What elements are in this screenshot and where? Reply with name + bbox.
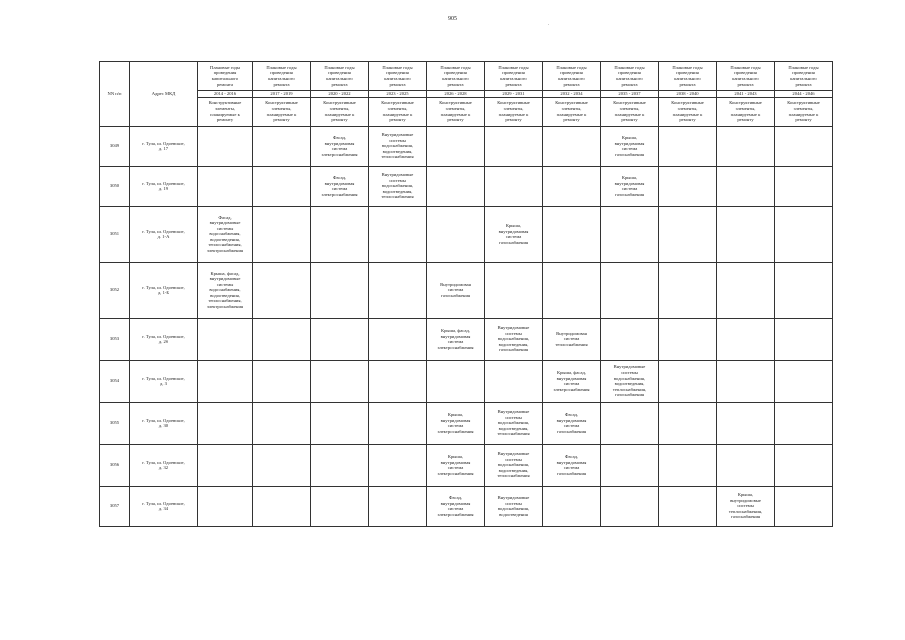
elements-header: [198, 97, 253, 126]
repair-elements-cell: [369, 318, 427, 360]
address-cell: [130, 444, 198, 486]
address-text: г. Тула, ш. Одоевское, д. 3: [142, 375, 185, 387]
row-number-cell: 3050: [100, 166, 130, 206]
elements-header-text: Конструктивные элементы, планируемые к ремонту: [671, 100, 704, 123]
elements-header-text: Конструктивные элементы, планируемые к ремонту: [439, 100, 472, 123]
period-range-header: 2014 - 2016: [198, 91, 253, 98]
header-row-periods: [100, 62, 833, 91]
repair-elements-cell: [369, 262, 427, 318]
period-range-header: 2017 - 2019: [253, 91, 311, 98]
repair-elements-cell: [311, 206, 369, 262]
period-range-header: 2023 - 2025: [369, 91, 427, 98]
repair-elements-cell: [543, 318, 601, 360]
repair-elements-cell: [601, 486, 659, 526]
repair-elements-cell: [369, 206, 427, 262]
repair-elements-cell: [775, 318, 833, 360]
header-row-elements: [100, 97, 833, 126]
address-cell: [130, 262, 198, 318]
repair-elements-cell: [601, 444, 659, 486]
table-row: [100, 444, 833, 486]
row-number-cell: 3049: [100, 126, 130, 166]
repair-elements-cell: [775, 360, 833, 402]
repair-elements-cell: [775, 486, 833, 526]
repair-elements-text: Внутридомовые системы водоснабжения, водоотведения, теплоснабжения, газоснабжения: [612, 364, 647, 398]
repair-elements-cell: [311, 262, 369, 318]
row-number-cell: 3053: [100, 318, 130, 360]
repair-elements-cell: [601, 126, 659, 166]
repair-elements-cell: [253, 318, 311, 360]
repair-elements-cell: [311, 402, 369, 444]
repair-elements-cell: [775, 402, 833, 444]
repair-elements-cell: [543, 166, 601, 206]
row-number-cell: 3057: [100, 486, 130, 526]
period-title-text: Плановые годы проведения капитального ремонта: [382, 64, 413, 87]
repair-elements-text: Крыша, внутридомовая система газоснабжения: [614, 174, 645, 197]
period-title-text: Плановые годы проведения капитального ремонта: [614, 64, 645, 87]
repair-elements-cell: [485, 262, 543, 318]
address-text: г. Тула, ш. Одоевское, д. 1-А: [142, 228, 185, 240]
repair-elements-text: Внутридомовая система газоснабжения: [440, 281, 471, 298]
elements-header: [369, 97, 427, 126]
repair-elements-cell: [659, 318, 717, 360]
period-title-text: Плановые годы проведения капитального ремонта: [730, 64, 761, 87]
address-text: г. Тула, ш. Одоевское, д. 19: [142, 180, 185, 192]
repair-elements-cell: [198, 262, 253, 318]
elements-header: [717, 97, 775, 126]
repair-elements-cell: [775, 206, 833, 262]
elements-header: [311, 97, 369, 126]
repair-elements-cell: [485, 444, 543, 486]
repair-elements-cell: [717, 486, 775, 526]
elements-header: [427, 97, 485, 126]
address-cell: [130, 402, 198, 444]
repair-elements-cell: [485, 486, 543, 526]
repair-elements-cell: [311, 444, 369, 486]
repair-elements-cell: [198, 402, 253, 444]
period-range-header: 2029 - 2031: [485, 91, 543, 98]
address-column-header: Адрес МКД: [130, 62, 198, 127]
repair-elements-cell: [311, 318, 369, 360]
repair-elements-cell: [369, 166, 427, 206]
elements-header: [543, 97, 601, 126]
num-column-header: NN п/п: [100, 62, 130, 127]
repair-elements-text: Крыша, фасад, внутридомовая система электроснабжения: [437, 327, 474, 350]
address-cell: [130, 486, 198, 526]
address-cell: [130, 166, 198, 206]
repair-elements-text: Крыша, фасад, внутридомовые системы водоснабжения, водоотведения, теплоснабжения, электроснабжения: [206, 270, 244, 310]
repair-elements-cell: [198, 206, 253, 262]
repair-elements-cell: [601, 360, 659, 402]
elements-header-text: Конструктивные элементы, планируемые к ремонту: [381, 100, 414, 123]
repair-elements-cell: [775, 126, 833, 166]
repair-elements-text: Крыша, внутридомовые системы теплоснабжения, газоснабжения: [728, 492, 763, 520]
period-title-header: [427, 62, 485, 91]
repair-elements-cell: [369, 486, 427, 526]
repair-elements-cell: [369, 444, 427, 486]
repair-elements-cell: [485, 360, 543, 402]
repair-elements-cell: [198, 360, 253, 402]
table-row: [100, 206, 833, 262]
period-title-text: Плановые годы проведения капитального ремонта: [498, 64, 529, 87]
elements-header: [485, 97, 543, 126]
period-range-header: 2041 - 2043: [717, 91, 775, 98]
repair-elements-cell: [601, 206, 659, 262]
repair-elements-text: Внутридомовые системы водоснабжения, водоотведения: [497, 494, 530, 517]
page-number: 905: [448, 16, 457, 22]
repair-elements-text: Фасад, внутридомовая система электроснабжения: [321, 134, 358, 157]
period-title-header: [311, 62, 369, 91]
repair-elements-cell: [427, 402, 485, 444]
repair-elements-cell: [543, 402, 601, 444]
repair-elements-text: Фасад, внутридомовая система газоснабжения: [556, 411, 587, 434]
repair-elements-cell: [311, 360, 369, 402]
elements-header-text: Конструктивные элементы, планируемые к ремонту: [729, 100, 762, 123]
repair-elements-cell: [253, 444, 311, 486]
repair-elements-cell: [485, 318, 543, 360]
repair-elements-cell: [198, 126, 253, 166]
elements-header: [601, 97, 659, 126]
repair-elements-cell: [543, 444, 601, 486]
period-range-header: 2020 - 2022: [311, 91, 369, 98]
repair-elements-cell: [198, 166, 253, 206]
repair-elements-cell: [659, 166, 717, 206]
elements-header-text: Конструктивные элементы, планируемые к ремонту: [208, 100, 242, 123]
period-range-header: 2026 - 2028: [427, 91, 485, 98]
repair-elements-cell: [427, 444, 485, 486]
period-title-header: [601, 62, 659, 91]
repair-elements-text: Крыша, внутридомовая система газоснабжения: [498, 222, 529, 245]
row-number-cell: 3054: [100, 360, 130, 402]
address-cell: [130, 206, 198, 262]
period-title-text: Плановые годы проведения капитального ремонта: [440, 64, 471, 87]
period-range-header: 2035 - 2037: [601, 91, 659, 98]
repair-elements-cell: [775, 262, 833, 318]
table-row: [100, 402, 833, 444]
period-title-text: Плановые годы проведения капитального ремонта: [788, 64, 819, 87]
repair-elements-text: Внутридомовые системы водоснабжения, водоотведения, теплоснабжения: [381, 172, 414, 200]
repair-elements-text: Внутридомовая система теплоснабжения: [555, 330, 588, 347]
address-text: г. Тула, ш. Одоевское, д. 17: [142, 140, 185, 152]
repair-elements-cell: [659, 360, 717, 402]
table-row: [100, 262, 833, 318]
repair-elements-cell: [253, 126, 311, 166]
repair-elements-cell: [198, 318, 253, 360]
period-title-header: [253, 62, 311, 91]
row-number-cell: 3056: [100, 444, 130, 486]
repair-elements-cell: [543, 360, 601, 402]
repair-elements-cell: [253, 166, 311, 206]
repair-elements-cell: [717, 360, 775, 402]
repair-elements-text: Крыша, внутридомовая система электроснабжения: [437, 411, 474, 434]
scan-artifact: .: [548, 22, 550, 27]
repair-elements-cell: [311, 126, 369, 166]
repair-elements-text: Внутридомовые системы водоснабжения, водоотведения, теплоснабжения: [497, 409, 530, 437]
repair-elements-cell: [717, 262, 775, 318]
repair-elements-cell: [717, 206, 775, 262]
elements-header-text: Конструктивные элементы, планируемые к ремонту: [323, 100, 356, 123]
repair-elements-cell: [485, 126, 543, 166]
repair-elements-cell: [427, 126, 485, 166]
repair-elements-cell: [253, 360, 311, 402]
elements-header-text: Конструктивные элементы, планируемые к ремонту: [613, 100, 646, 123]
period-title-text: Плановые годы проведения капитального ремонта: [672, 64, 703, 87]
repair-elements-cell: [659, 486, 717, 526]
repair-elements-cell: [601, 402, 659, 444]
repair-elements-cell: [253, 206, 311, 262]
repair-elements-cell: [485, 166, 543, 206]
row-number-cell: 3055: [100, 402, 130, 444]
repair-elements-cell: [601, 318, 659, 360]
repair-elements-text: Фасад, внутридомовая система газоснабжения: [556, 453, 587, 476]
period-range-header: 2038 - 2040: [659, 91, 717, 98]
repair-elements-cell: [543, 126, 601, 166]
table-row: [100, 486, 833, 526]
repair-elements-text: Фасад, внутридомовая система электроснабжения: [321, 174, 358, 197]
address-text: г. Тула, ш. Одоевское, д. 32: [142, 459, 185, 471]
repair-elements-cell: [427, 206, 485, 262]
repair-elements-text: Крыша, фасад, внутридомовая система электроснабжения: [553, 369, 590, 392]
period-title-header: [543, 62, 601, 91]
repair-elements-cell: [369, 402, 427, 444]
table-row: [100, 360, 833, 402]
elements-header-text: Конструктивные элементы, планируемые к ремонту: [265, 100, 298, 123]
elements-header: [253, 97, 311, 126]
repair-elements-cell: [369, 360, 427, 402]
repair-elements-cell: [775, 166, 833, 206]
repair-elements-cell: [198, 486, 253, 526]
repair-elements-cell: [775, 444, 833, 486]
repair-elements-cell: [717, 318, 775, 360]
header-row-ranges: [100, 91, 833, 98]
repair-elements-cell: [659, 262, 717, 318]
row-number-cell: 3051: [100, 206, 130, 262]
period-title-text: Плановые годы проведения капитального ремонта: [324, 64, 355, 87]
repair-elements-cell: [543, 486, 601, 526]
repair-elements-cell: [253, 262, 311, 318]
table-row: [100, 126, 833, 166]
period-range-header: 2032 - 2034: [543, 91, 601, 98]
capital-repair-plan-table: [99, 61, 833, 527]
repair-elements-cell: [253, 486, 311, 526]
repair-elements-cell: [311, 486, 369, 526]
repair-elements-cell: [717, 444, 775, 486]
elements-header-text: Конструктивные элементы, планируемые к ремонту: [497, 100, 530, 123]
repair-elements-text: Внутридомовые системы водоснабжения, водоотведения, газоснабжения: [497, 325, 530, 353]
repair-elements-cell: [369, 126, 427, 166]
period-title-header: [485, 62, 543, 91]
repair-elements-cell: [543, 262, 601, 318]
period-title-header: [198, 62, 253, 91]
repair-elements-cell: [427, 318, 485, 360]
period-title-header: [659, 62, 717, 91]
repair-elements-cell: [717, 166, 775, 206]
elements-header-text: Конструктивные элементы, планируемые к ремонту: [787, 100, 820, 123]
repair-elements-cell: [659, 444, 717, 486]
address-text: г. Тула, ш. Одоевское, д. 34: [142, 500, 185, 512]
repair-elements-cell: [543, 206, 601, 262]
table-row: [100, 318, 833, 360]
repair-elements-cell: [659, 126, 717, 166]
repair-elements-cell: [485, 402, 543, 444]
repair-elements-cell: [198, 444, 253, 486]
address-cell: [130, 126, 198, 166]
elements-header: [659, 97, 717, 126]
elements-header-text: Конструктивные элементы, планируемые к ремонту: [555, 100, 588, 123]
table-row: [100, 166, 833, 206]
address-cell: [130, 318, 198, 360]
repair-elements-cell: [659, 402, 717, 444]
repair-elements-cell: [253, 402, 311, 444]
address-text: г. Тула, ш. Одоевское, д. 30: [142, 417, 185, 429]
repair-elements-cell: [717, 402, 775, 444]
repair-elements-cell: [311, 166, 369, 206]
repair-elements-cell: [717, 126, 775, 166]
period-title-text: Плановые годы проведения капитального ремонта: [556, 64, 587, 87]
repair-elements-cell: [427, 486, 485, 526]
repair-elements-cell: [601, 166, 659, 206]
repair-elements-cell: [601, 262, 659, 318]
period-range-header: 2044 - 2046: [775, 91, 833, 98]
address-text: г. Тула, ш. Одоевское, д. 1-Б: [142, 284, 185, 296]
period-title-text: Плановые годы проведения капитального ремонта: [266, 64, 297, 87]
repair-elements-text: Крыша, внутридомовая система газоснабжения: [614, 134, 645, 157]
address-text: г. Тула, ш. Одоевское, д. 2б: [142, 333, 185, 345]
repair-elements-cell: [427, 262, 485, 318]
repair-elements-cell: [659, 206, 717, 262]
period-title-text: Плановые годы проведения капитального ремонта: [209, 64, 241, 87]
repair-elements-cell: [427, 166, 485, 206]
elements-header: [775, 97, 833, 126]
row-number-cell: 3052: [100, 262, 130, 318]
repair-elements-text: Фасад, внутридомовая система электроснабжения: [437, 494, 474, 517]
repair-elements-text: Фасад, внутридомовые системы водоснабжения, водоотведения, теплоснабжения, электроснабжения: [206, 214, 244, 254]
period-title-header: [369, 62, 427, 91]
address-cell: [130, 360, 198, 402]
repair-elements-cell: [427, 360, 485, 402]
repair-elements-text: Внутридомовые системы водоснабжения, водоотведения, теплоснабжения: [381, 132, 414, 160]
repair-elements-cell: [485, 206, 543, 262]
repair-elements-text: Внутридомовые системы водоснабжения, водоотведения, теплоснабжения: [497, 451, 530, 479]
repair-elements-text: Крыша, внутридомовая система электроснабжения: [437, 453, 474, 476]
period-title-header: [775, 62, 833, 91]
period-title-header: [717, 62, 775, 91]
